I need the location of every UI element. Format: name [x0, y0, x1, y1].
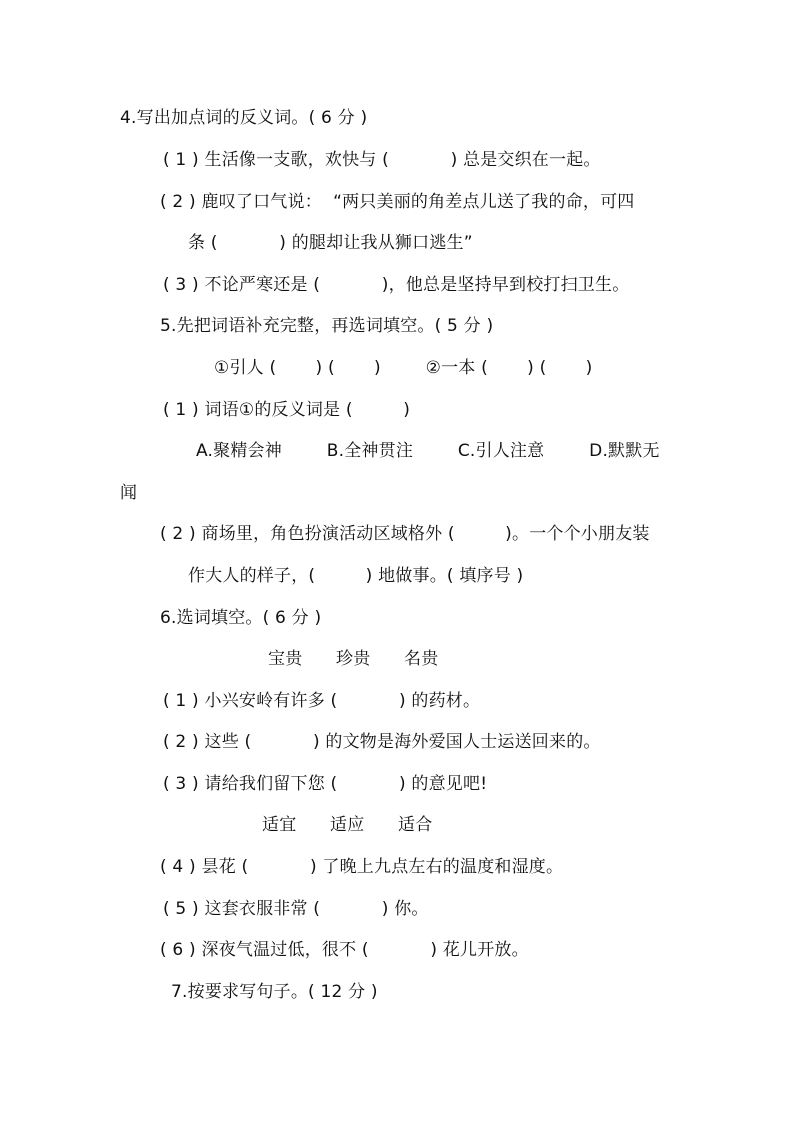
question-5-item-2-line-2: 作大人的样子，( ) 地做事。( 填序号 ) — [188, 566, 524, 586]
question-6-item-1: ( 1 ) 小兴安岭有许多 ( ) 的药材。 — [163, 691, 481, 711]
question-5-words: ①引人 ( ) ( ) ②一本 ( ) ( ) — [214, 358, 593, 378]
question-5-item-2-line-1: ( 2 ) 商场里，角色扮演活动区域格外 ( )。一个个小朋友装 — [160, 524, 650, 544]
question-4-item-2-line-1: ( 2 ) 鹿叹了口气说： “两只美丽的角差点儿送了我的命，可四 — [160, 192, 635, 212]
question-6-item-6: ( 6 ) 深夜气温过低，很不 ( ) 花儿开放。 — [160, 940, 529, 960]
question-6-item-5: ( 5 ) 这套衣服非常 ( ) 你。 — [163, 899, 429, 919]
question-4-heading: 4.写出加点词的反义词。( 6 分 ) — [120, 108, 368, 128]
question-6-heading: 6.选词填空。( 6 分 ) — [160, 608, 322, 628]
question-6-item-4: ( 4 ) 昙花 ( ) 了晚上九点左右的温度和湿度。 — [160, 857, 564, 877]
question-6-word-group-1: 宝贵 珍贵 名贵 — [268, 649, 439, 669]
question-4-item-3: ( 3 ) 不论严寒还是 ( )，他总是坚持早到校打扫卫生。 — [163, 275, 630, 295]
question-6-item-2: ( 2 ) 这些 ( ) 的文物是海外爱国人士运送回来的。 — [163, 732, 601, 752]
question-5-item-1: ( 1 ) 词语①的反义词是 ( ) — [163, 400, 411, 420]
question-5-options-wrap: 闻 — [120, 483, 138, 503]
question-4-item-2-line-2: 条 ( ) 的腿却让我从狮口逃生” — [188, 233, 473, 253]
question-7-heading: 7.按要求写句子。( 12 分 ) — [171, 982, 378, 1002]
question-5-heading: 5.先把词语补充完整，再选词填空。( 5 分 ) — [160, 316, 494, 336]
question-4-item-1: ( 1 ) 生活像一支歌，欢快与 ( ) 总是交织在一起。 — [163, 150, 601, 170]
question-5-options: A.聚精会神 B.全神贯注 C.引人注意 D.默默无 — [196, 441, 660, 461]
question-6-item-3: ( 3 ) 请给我们留下您 ( ) 的意见吧! — [163, 774, 488, 794]
question-6-word-group-2: 适宜 适应 适合 — [262, 815, 433, 835]
